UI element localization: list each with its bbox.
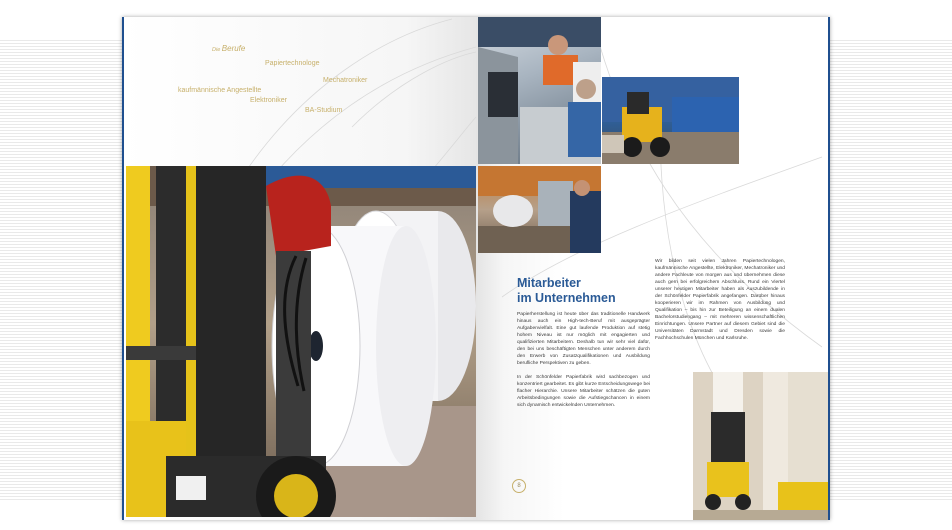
- control-room-photo: [478, 17, 601, 164]
- background-stripes-right: [828, 40, 952, 500]
- forklift-paper-rolls-photo: [126, 166, 476, 517]
- paper-roll-stack-photo: [693, 372, 828, 520]
- paragraph: Wir bilden seit vielen Jahren Papiertechnologen, kaufmännische Angestellte, Elektroniker, Mechatroniker und andere Fachleute von morgen aus und übernehmen diese auch gern bei erfolgreichem Abschluss. Rund ein Viertel unserer heutigen Mitarbeiter haben als Auszubildende in der Schönfelder Papierfabrik angefangen. Darüber hinaus kooperieren wir im Rahmen von Ausbildung und Qualifikation – bis hin zur Beteiligung an einem dualen Bachelorstudiengang – mit mehreren wissenschaftlichen Einrichtungen. Unsere Partner auf diesem Gebiet sind die Universitäten Darmstadt und Dresden sowie die Fachhochschulen München und Karlsruhe.: [655, 259, 785, 341]
- article-column-1: [517, 311, 650, 416]
- jobs-intro: Die Berufe: [212, 44, 246, 53]
- job-item: Mechatroniker: [323, 77, 368, 84]
- article-heading: [517, 276, 677, 306]
- job-item: BA-Studium: [305, 107, 343, 114]
- wheel-loader-photo: [602, 77, 739, 164]
- heading-line-1: Mitarbeiter: [517, 276, 581, 290]
- paragraph: In der Schönfelder Papierfabrik wird sachbezogen und konzentriert gearbeitet. Es gibt kurze Entscheidungswege bei flacher Hierarchie. Unsere Mitarbeiter schätzen die guten Arbeitsbedingungen sowie die Aufstiegschancen in einem sich dynamisch entwickelnden Unternehmen.: [517, 375, 650, 408]
- paragraph: Papierherstellung ist heute über das traditionelle Handwerk hinaus auch ein High-tech-Beruf mit ausgeprägter Aufgabenvielfalt. Eine gut laufende Produktion auf stetig hohem Niveau ist nur möglich mit engagierten und qualifizierten Mitarbeitern. Deshalb tun wir sehr viel dafür, den bei uns beschäftigten Menschen unter anderem durch den Erwerb von Zusatzqualifikationen und Ausbildung berufliche Perspektiven zu geben.: [517, 312, 650, 366]
- job-item: kaufmännische Angestellte: [178, 87, 262, 94]
- article-column-2: [655, 258, 785, 349]
- job-item: Papiertechnologe: [265, 60, 320, 67]
- machine-operator-photo: [478, 166, 601, 253]
- brochure-spread: [122, 17, 830, 520]
- page-number: 8: [512, 479, 526, 493]
- job-item: Elektroniker: [250, 97, 287, 104]
- heading-line-2: im Unternehmen: [517, 291, 616, 305]
- background-stripes-left: [0, 40, 122, 500]
